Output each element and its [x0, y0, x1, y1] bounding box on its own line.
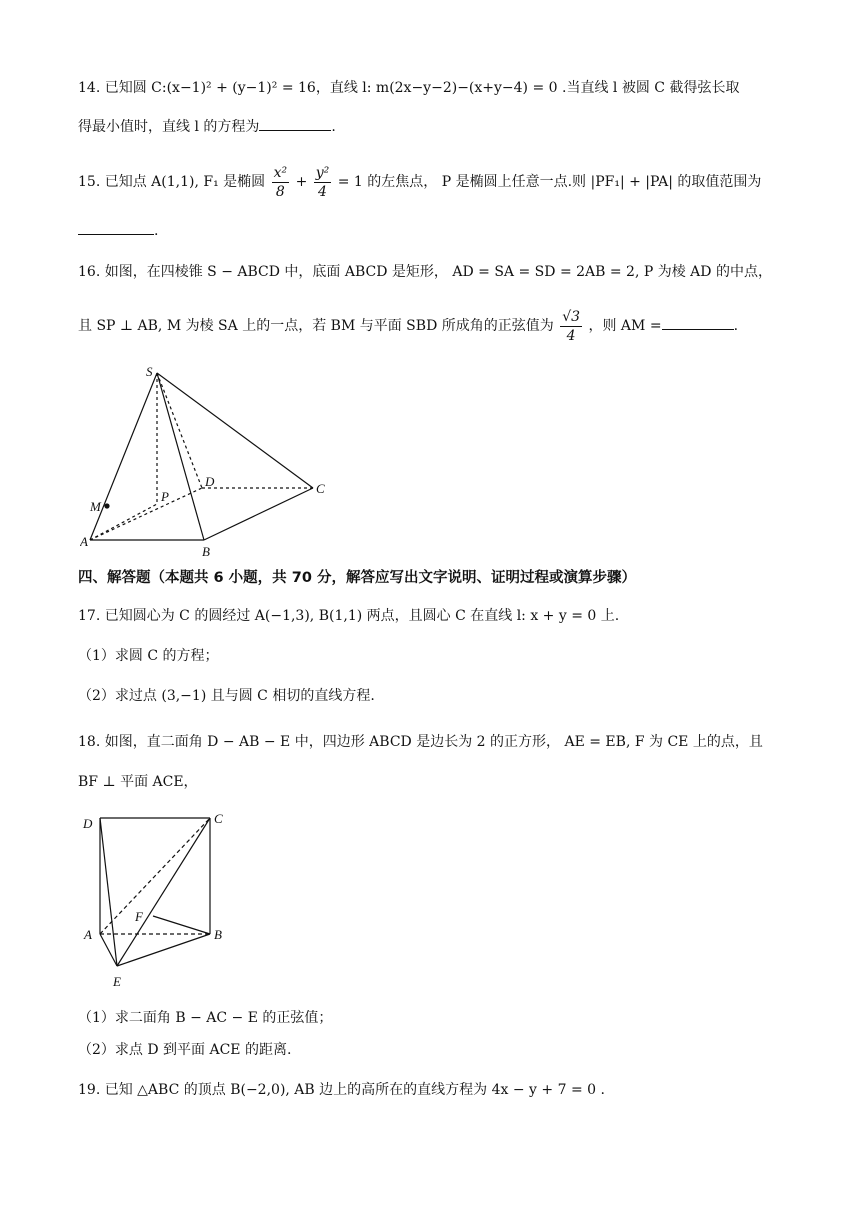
q18-line2: BF ⊥ 平面 ACE， [78, 774, 198, 790]
q17-part2: （2）求过点 (3,−1) 且与圆 C 相切的直线方程. [78, 688, 375, 704]
q19-stem: 19. 已知 △ABC 的顶点 B(−2,0), AB 边上的高所在的直线方程为 4x − y + 7 = 0 . [78, 1082, 605, 1098]
label-p: P [161, 489, 169, 504]
label-s: S [146, 364, 153, 379]
q18-line1: 18. 如图，直二面角 D − AB − E 中，四边形 ABCD 是边长为 2 的正方形， AE = EB, F 为 CE 上的点，且 [78, 734, 763, 750]
q17-stem: 17. 已知圆心为 C 的圆经过 A(−1,3), B(1,1) 两点，且圆心 C 在直线 l: x + y = 0 上. [78, 608, 620, 624]
label-m: M [90, 499, 101, 514]
q18-part1: （1）求二面角 B − AC − E 的正弦值； [78, 1010, 333, 1026]
q15-line1: 15. 已知点 A(1,1), F₁ 是椭圆 $\frac{\text{x²}}{8}$ + $\frac{\text{y²}}{4}$ = 1 的左焦点， P 是椭圆上任意一点.则 |PF₁| + |PA| 的取值范围为 [78, 164, 762, 200]
answer-blank [78, 220, 154, 235]
q18-part2: （2）求点 D 到平面 ACE 的距离. [78, 1042, 292, 1058]
section-heading: 四、解答题（本题共 6 小题，共 70 分，解答应写出文字说明、证明过程或演算步骤） [78, 570, 636, 586]
q14-line2: 得最小值时，直线 l 的方程为 . [78, 116, 800, 137]
label-e: E [113, 974, 121, 989]
label-c: C [316, 481, 325, 496]
q15-line2: . [78, 220, 800, 241]
label-b: B [214, 927, 222, 942]
label-d: D [205, 474, 215, 489]
label-a: A [84, 927, 92, 942]
answer-blank [259, 116, 331, 131]
fraction-y2-over-4: $\frac{\text{y²}}{4}$ [315, 164, 330, 200]
answer-blank [662, 315, 734, 330]
dihedral-figure [80, 806, 240, 996]
q14-line1: 14. 已知圆 C:(x−1)² + (y−1)² = 16，直线 l: m(2x−y−2)−(x+y−4) = 0 .当直线 l 被圆 C 截得弦长取 [78, 80, 740, 96]
label-a: A [80, 534, 88, 549]
label-d: D [83, 816, 93, 831]
point-m-dot [104, 503, 109, 508]
label-c: C [214, 811, 223, 826]
fraction-sqrt3-over-4: $\frac{√3}{4}$ [562, 308, 581, 344]
pyramid-figure [80, 360, 340, 560]
q16-line1: 16. 如图，在四棱锥 S − ABCD 中，底面 ABCD 是矩形， AD = SA = SD = 2AB = 2, P 为棱 AD 的中点， [78, 264, 772, 280]
label-b: B [202, 544, 210, 559]
fraction-x2-over-8: $\frac{\text{x²}}{8}$ [273, 164, 288, 200]
q17-part1: （1）求圆 C 的方程； [78, 648, 219, 664]
label-f: F [135, 909, 143, 924]
q16-line2: 且 SP ⊥ AB, M 为棱 SA 上的一点，若 BM 与平面 SBD 所成角的正弦值为 $\frac{√3}{4}$ ，则 AM = . [78, 308, 739, 344]
